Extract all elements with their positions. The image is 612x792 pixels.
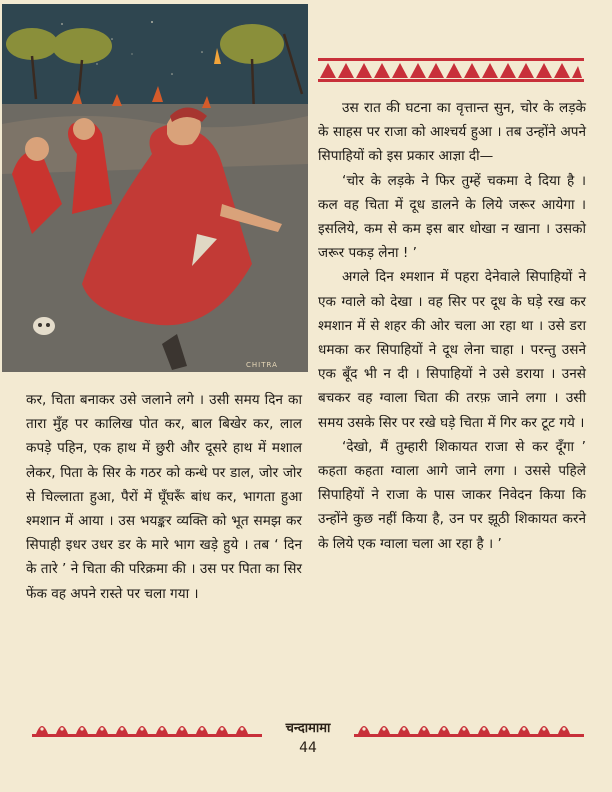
right-text-column [318, 96, 586, 556]
artist-signature: CHITRA [246, 361, 278, 369]
right-paragraph-2: ‘चोर के लड़के ने फिर तुम्हें चकमा दे दिया है । कल वह चिता में दूध डालने के लिये जरूर आयेगा । इसलिये, कम से कम इस बार धोखा न खाना । उसको जरूर पकड़ लेना ! ’ [318, 172, 586, 262]
decorative-border-top-icon [318, 58, 584, 82]
night-cremation-ground-scene-icon [2, 4, 308, 372]
left-text-column [26, 388, 302, 606]
right-paragraph-3: अगले दिन श्मशान में पहरा देनेवाले सिपाहियों ने एक ग्वाले को देखा । वह सिर पर दूध के घड़े रख कर श्मशान में से शहर की ओर चला आ रहा था । उसे डरा धमका कर सिपाहियों ने दूध लेना चाहा । परन्तु उसने एक बूँद भी न दी । सिपाहियों ने उसे डराया । उनसे बचकर वह ग्वाला चिता की तरफ़ जाने लगा । उसी समय उसके सिर पर रखे घड़े चिता में गिर कर टूट गये । [318, 269, 586, 431]
left-paragraph: कर, चिता बनाकर उसे जलाने लगे । उसी समय दिन का तारा मुँह पर कालिख पोत कर, बाल बिखेर कर, लाल कपड़े पहिन, एक हाथ में छुरी और दूसरे हाथ में मशाल लेकर, पिता के सिर के गठर को कन्धे पर डाल, जोर जोर से चिल्लाता हुआ, पैरों में घूँघरूँ बांध कर, भागता हुआ श्मशान में आया । उस भयङ्कर व्यक्ति को भूत समझ कर सिपाही इधर उधर डर के मारे भाग खड़े हुये । तब ‘ दिन के तारे ’ ने चिता की परिक्रमा की । उस पर पिता का सिर फेंक वह अपने रास्ते पर चला गया । [26, 392, 302, 602]
story-illustration [2, 4, 308, 372]
right-paragraph-4: ‘देखो, मैं तुम्हारी शिकायत राजा से कर दूँगा ’ कहता कहता ग्वाला आगे जाने लगा । उससे पहिले सिपाहियों ने राजा के पास जाकर निवेदन किया कि उन्होंने कुछ नहीं किया है, उन पर झूठी शिकायत करने के लिये एक ग्वाला चला आ रहा है । ’ [318, 438, 586, 552]
footer-ornament-right-icon [354, 714, 584, 744]
footer-ornament-left-icon [32, 714, 262, 744]
magazine-name: चन्दामामा [285, 721, 331, 736]
page-number: 44 [299, 740, 317, 756]
right-paragraph-1: उस रात की घटना का वृत्तान्त सुन, चोर के लड़के के साहस पर राजा को आश्चर्य हुआ । तब उन्होंने अपने सिपाहियों को इस प्रकार आज्ञा दी— [318, 100, 586, 165]
